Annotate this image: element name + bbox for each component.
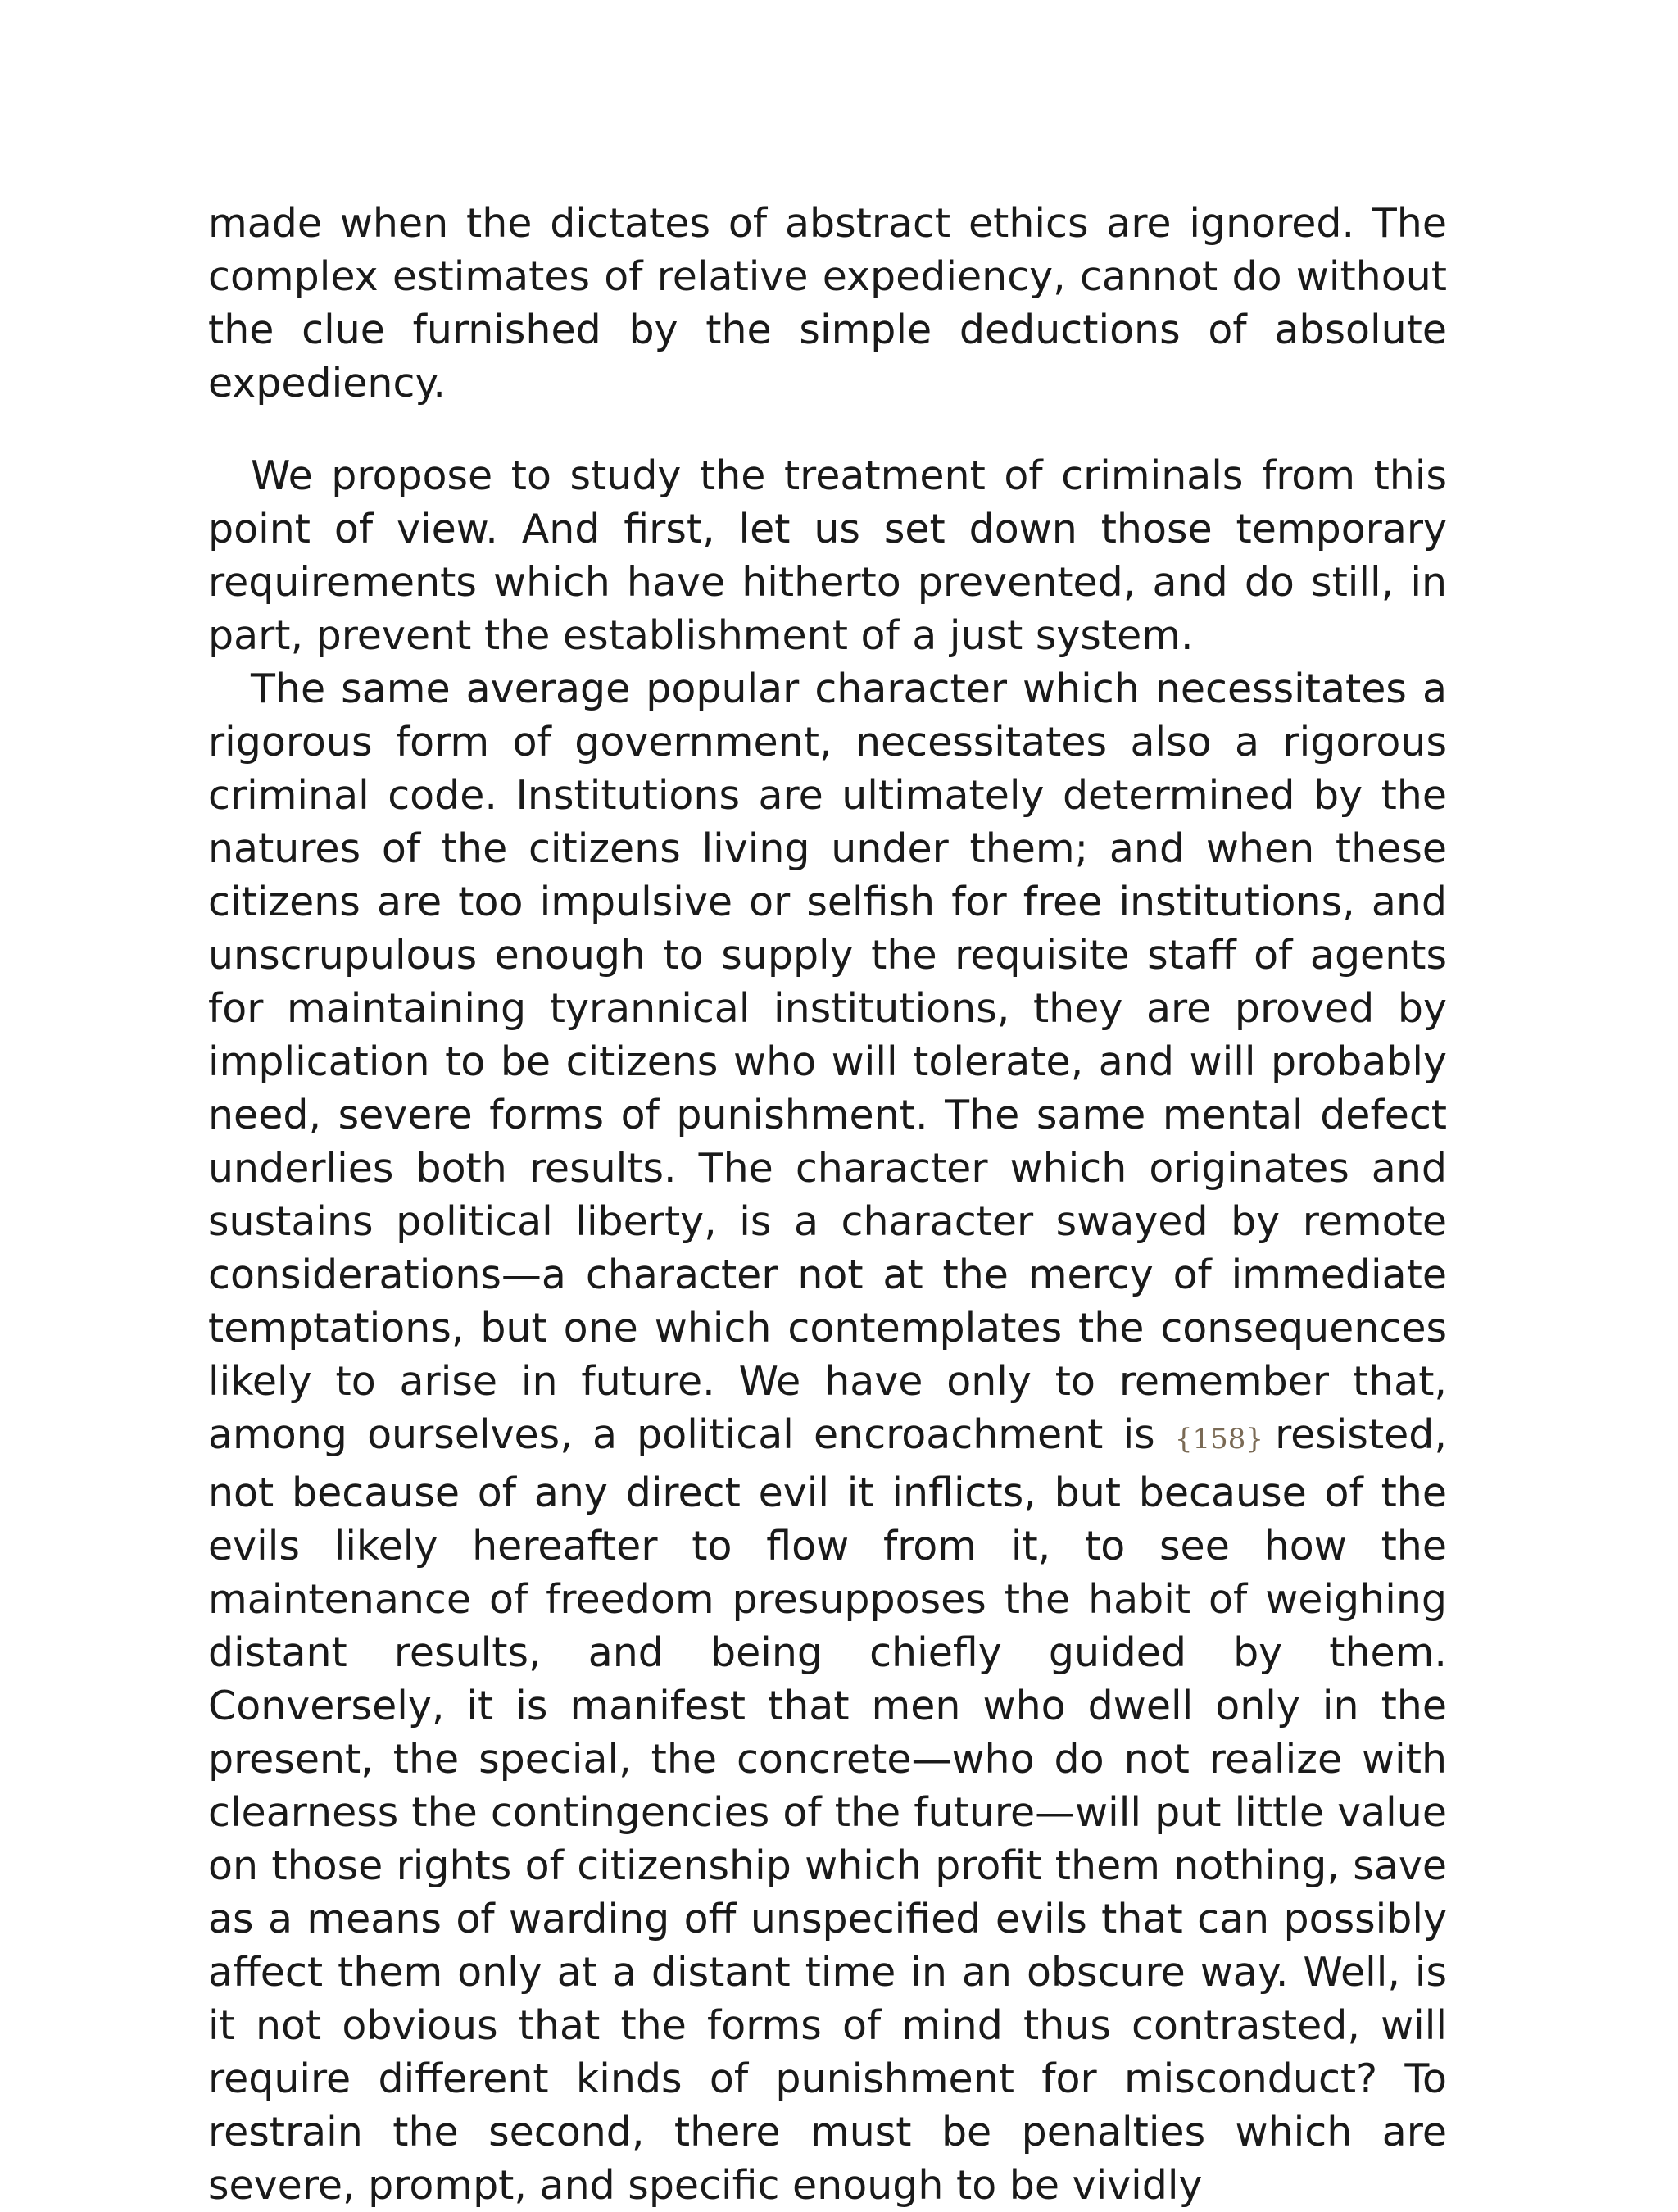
body-text (208, 197, 1447, 2212)
paragraph-character-part2: resisted, not because of any direct evil it inflicts, but because of the evils likely hereafter to flow from it, to see how the maintenance of freedom presupposes the habit of weighing distant results, and being chiefly guided by them. Conversely, it is manifest that men who dwell only in the present, the special, the concrete—who do not realize with clearness the contingencies of the future—will put little value on those rights of citizenship which profit them nothing, save as a means of warding off unspecified evils that can possibly affect them only at a distant time in an obscure way. Well, is it not obvious that the forms of mind thus contrasted, will require different kinds of punishment for misconduct? To restrain the second, there must be penalties which are severe, prompt, and specific enough to be vividly (208, 1411, 1447, 2209)
paragraph-gap (208, 410, 1447, 449)
paragraph-continuation: made when the dictates of abstract ethics are ignored. The complex estimates of relative expediency, cannot do without the clue furnished by the simple deductions of absolute expediency. (208, 200, 1447, 407)
paragraph-proposal: We propose to study the treatment of criminals from this point of view. And first, let us set down those temporary requirements which have hitherto prevented, and do still, in part, prevent the establishment of a just system. (208, 452, 1447, 659)
paragraph-character (208, 662, 1447, 2212)
paragraph-character-part1: The same average popular character which necessitates a rigorous form of government, necessitates also a rigorous criminal code. Institutions are ultimately determined by the natures of the citizens living under them; and when these citizens are too impulsive or selfish for free institutions, and unscrupulous enough to supply the requisite staff of agents for maintaining tyrannical institutions, they are proved by implication to be citizens who will tolerate, and will probably need, severe forms of punishment. The same mental defect underlies both results. The character which originates and sustains political liberty, is a character swayed by remote considerations—a character not at the mercy of immediate temptations, but one which contemplates the consequences likely to arise in future. We have only to remember that, among ourselves, a political encroachment is (208, 665, 1447, 1458)
page-number-marker: {158} (1174, 1423, 1264, 1456)
